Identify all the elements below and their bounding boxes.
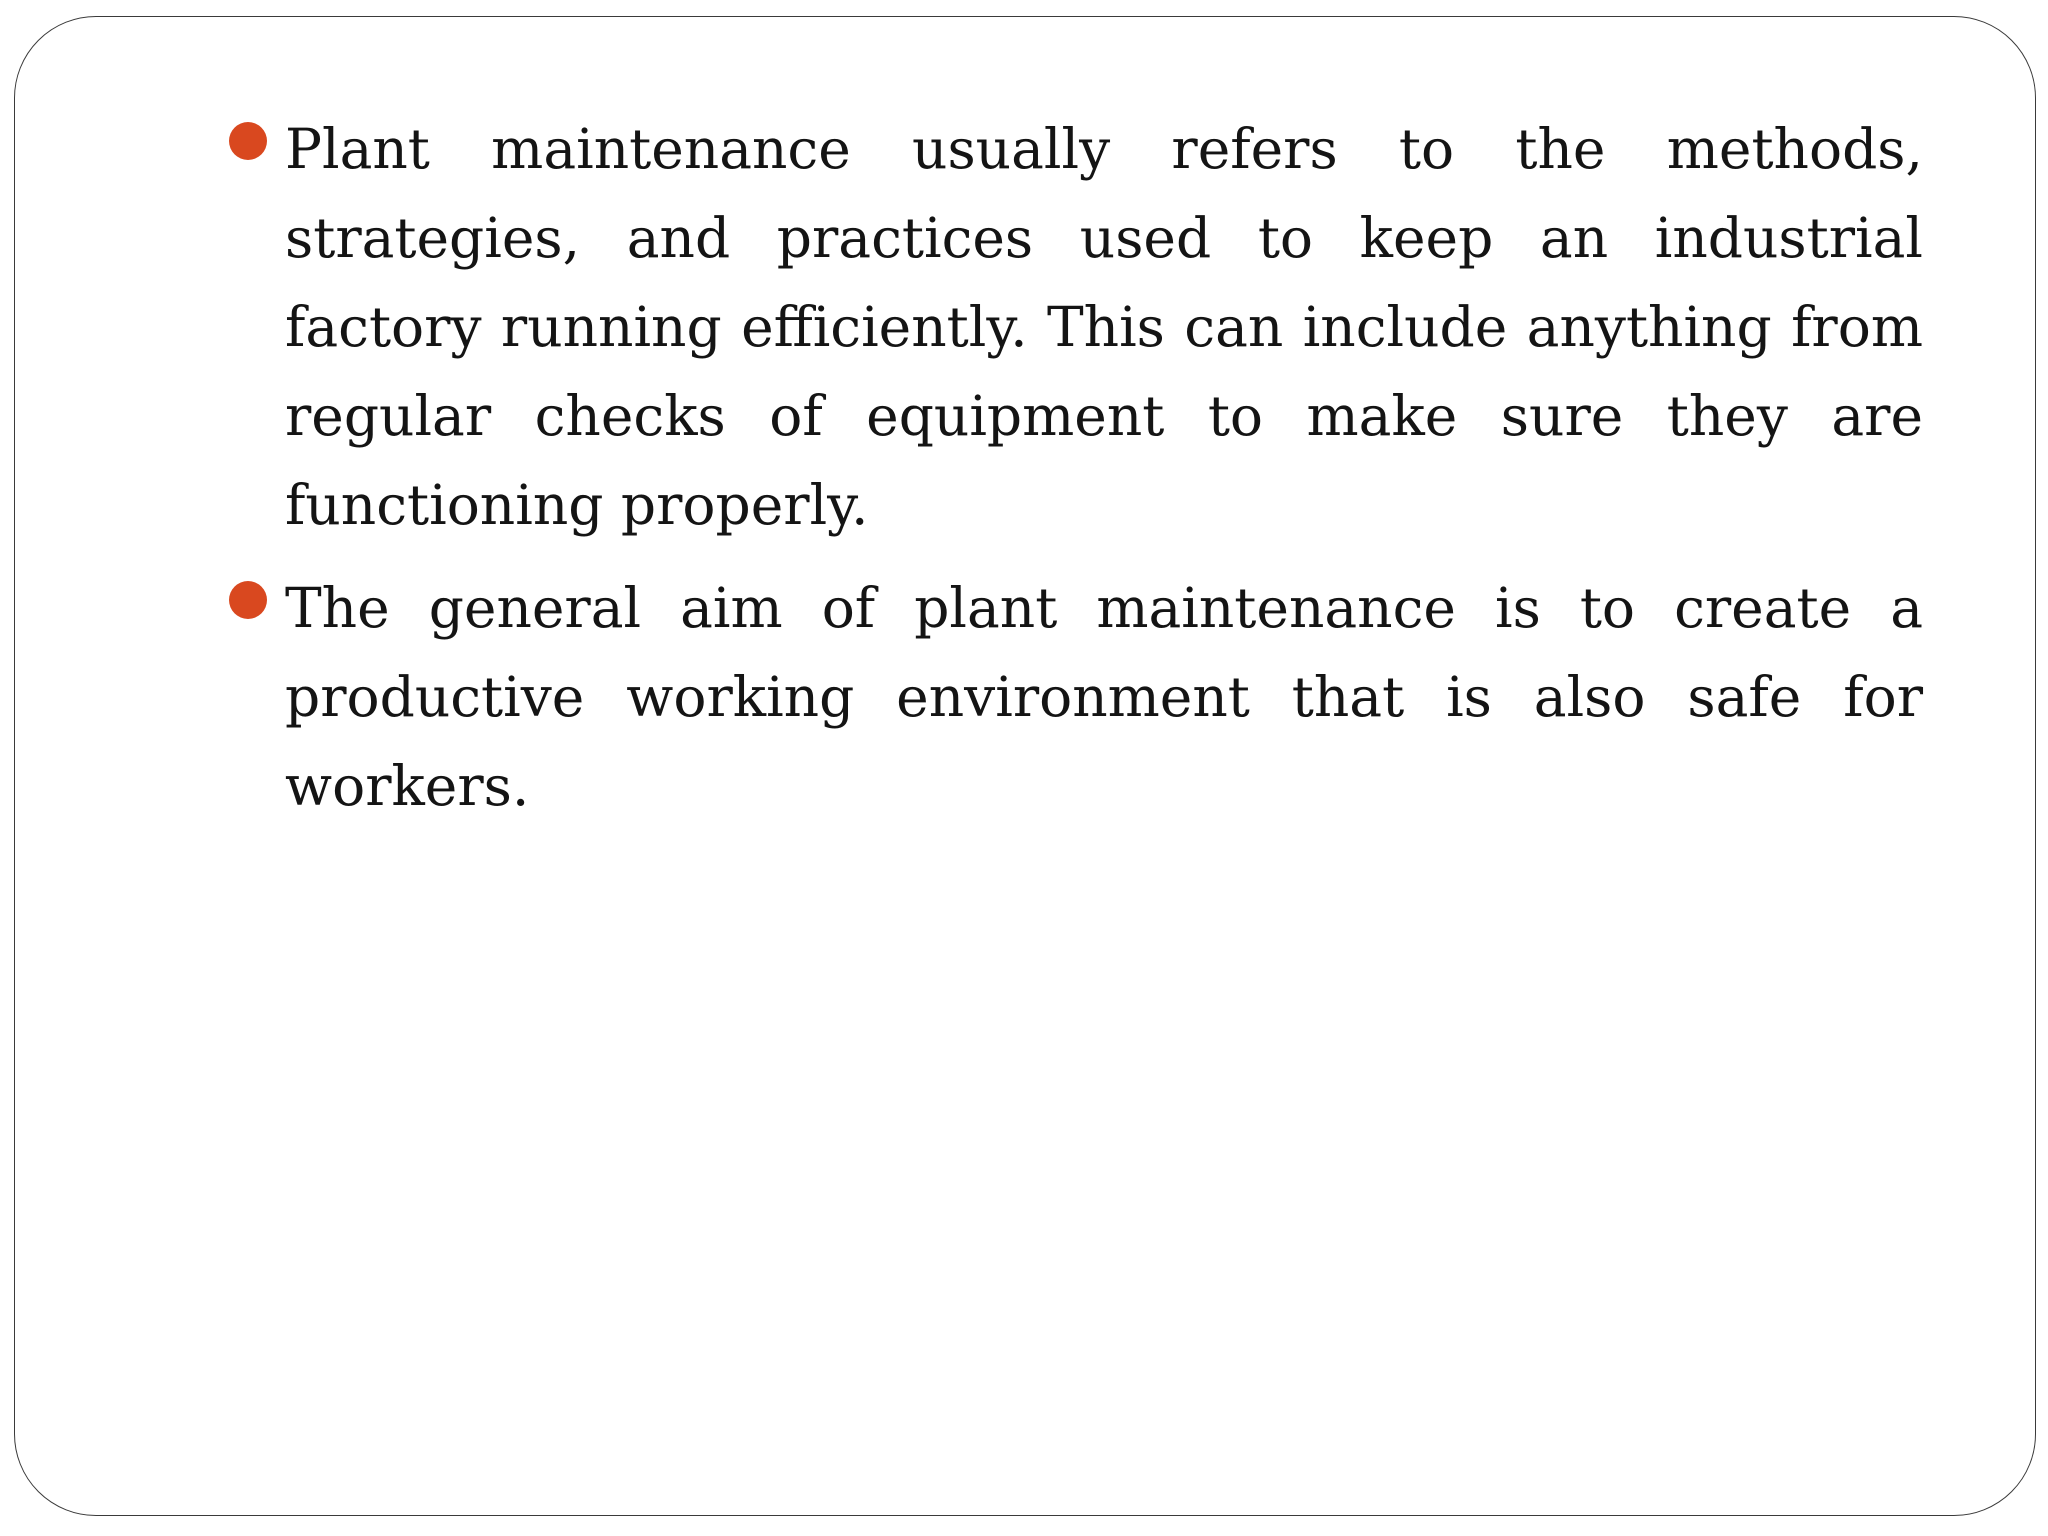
bullet-item [229,105,1923,550]
bullet-text: The general aim of plant maintenance is to create a productive working environment that is also safe for workers. [285,576,1923,818]
bullet-dot-icon [229,122,267,160]
slide-frame [14,16,2036,1516]
bullet-item [229,564,1923,831]
bullet-list [229,105,1923,845]
bullet-text: Plant maintenance usually refers to the methods, strategies, and practices used to keep an industrial factory running efficiently. This can include anything from regular checks of equipment to make sure they are functioning properly. [285,117,1923,537]
bullet-dot-icon [229,581,267,619]
